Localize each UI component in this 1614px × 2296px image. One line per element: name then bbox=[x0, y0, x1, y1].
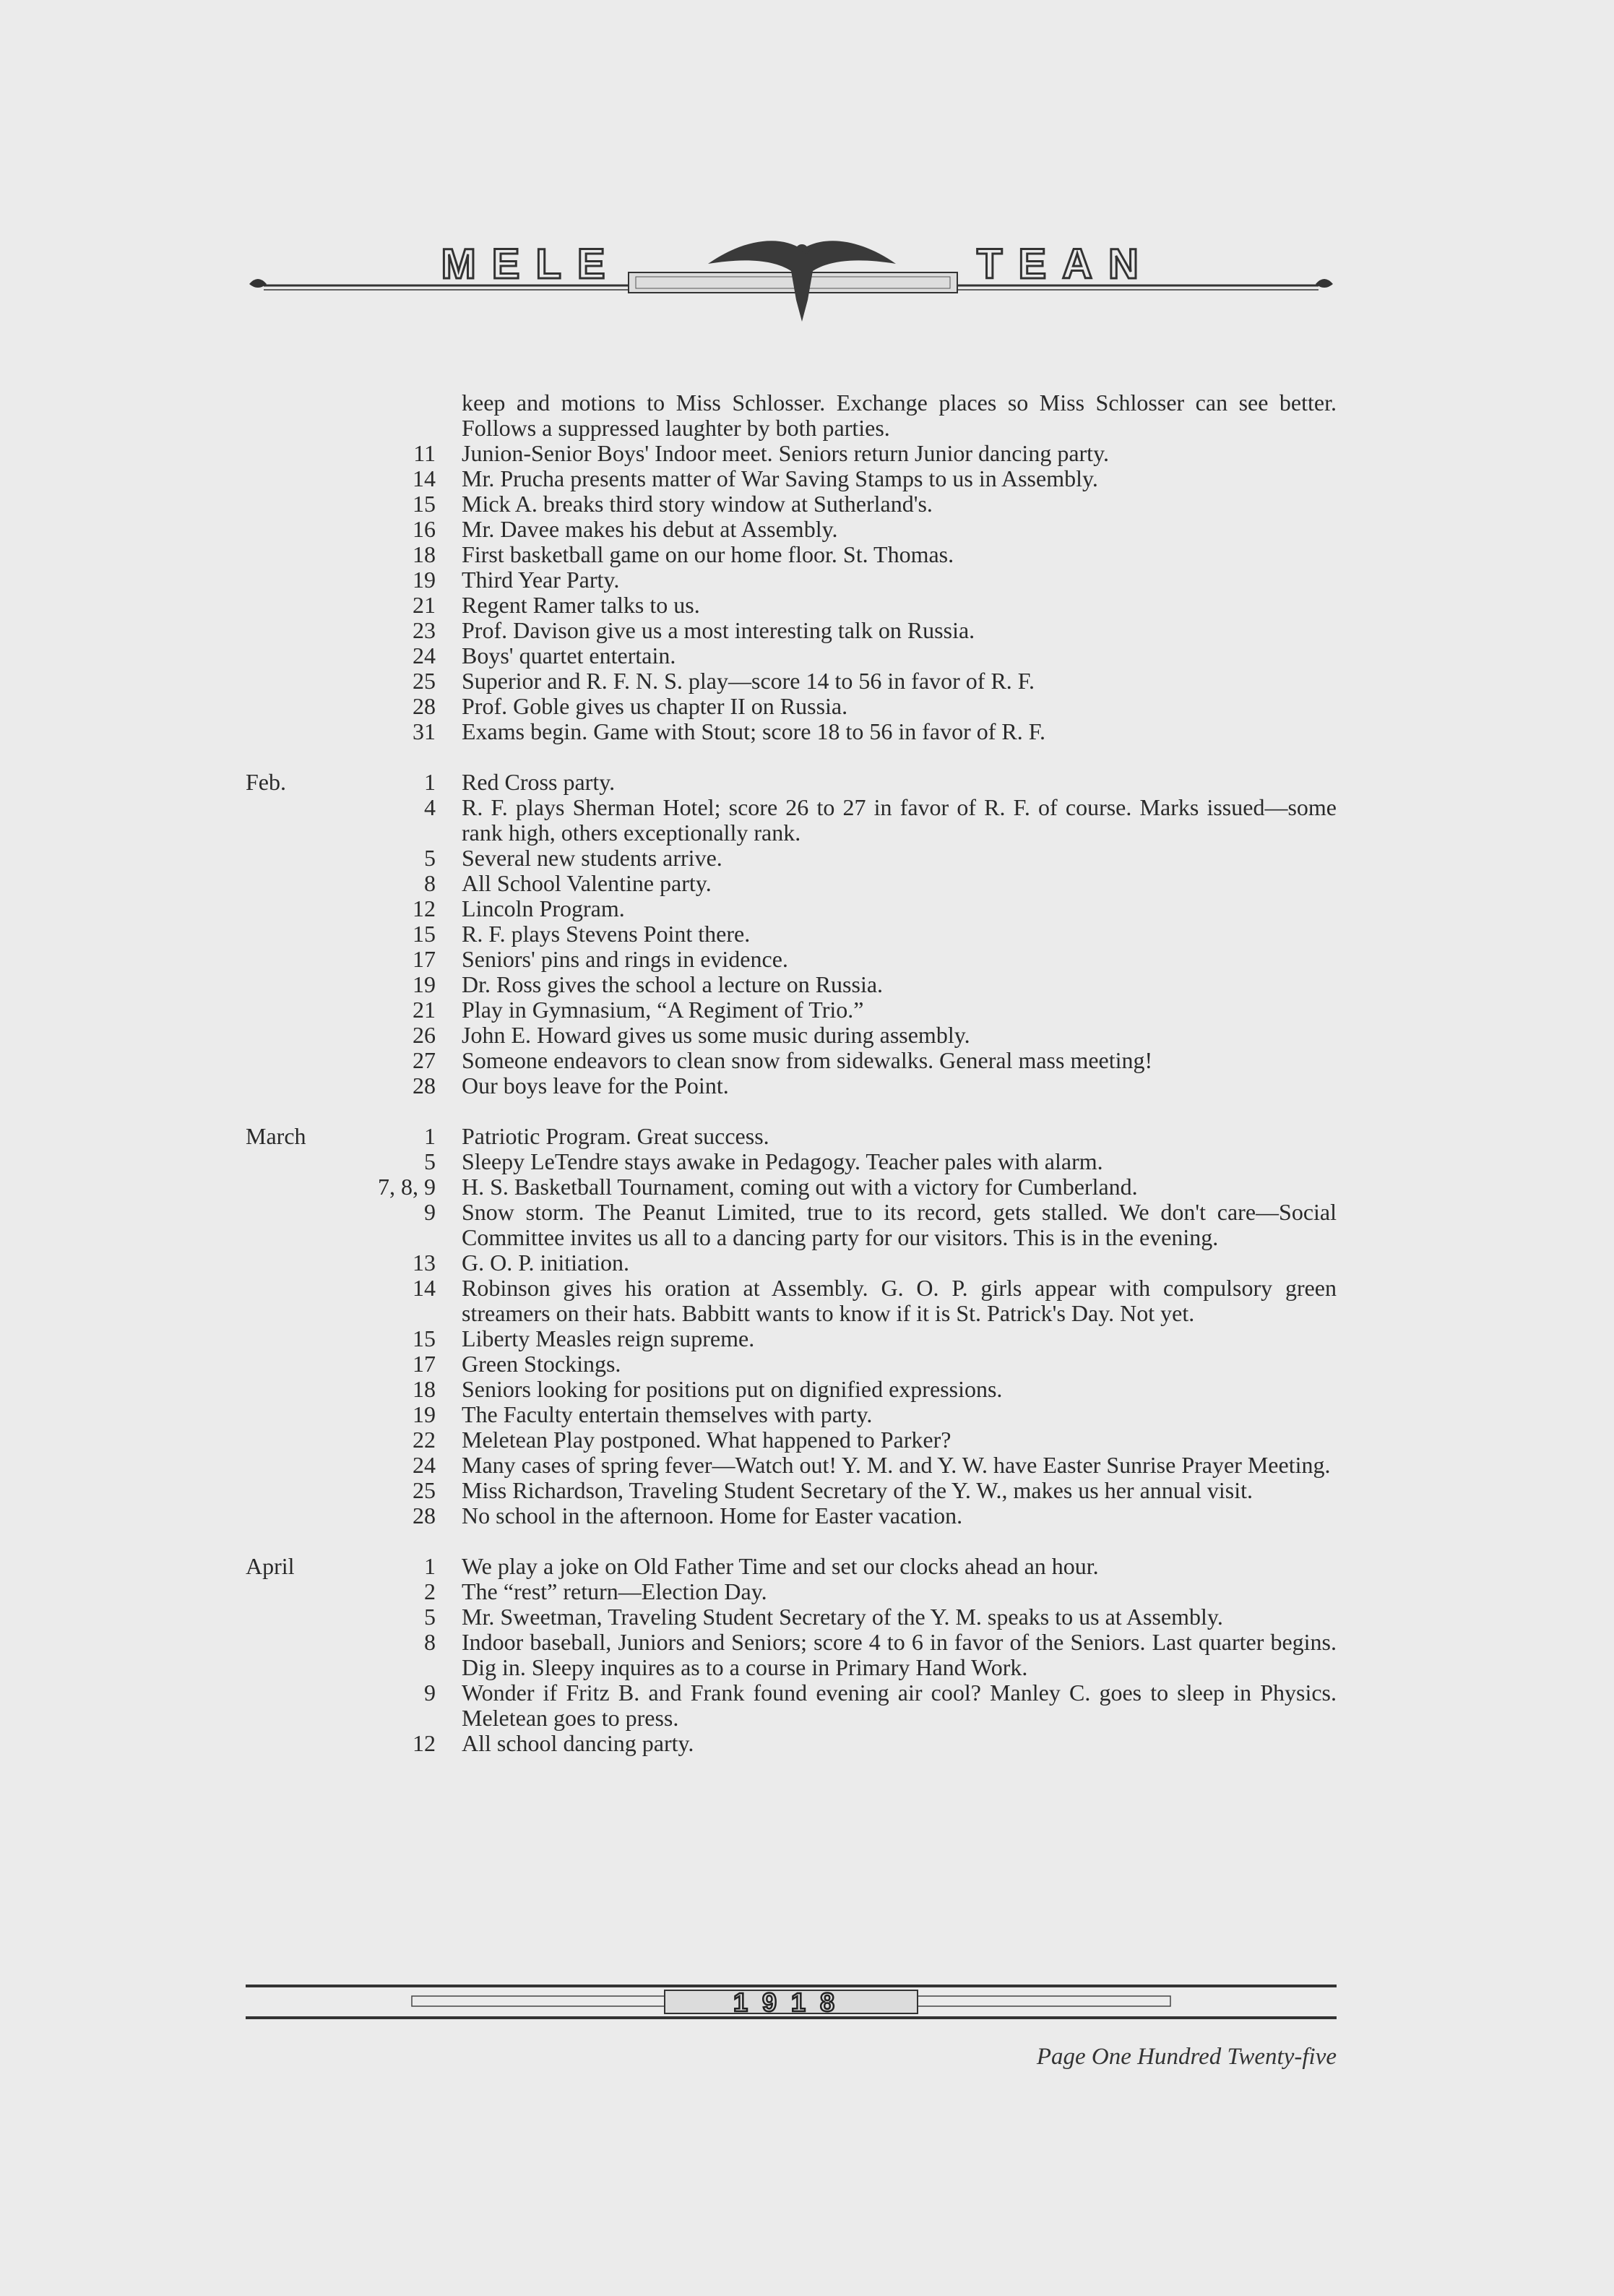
header-right-word: TEAN bbox=[977, 241, 1155, 288]
calendar-entry bbox=[246, 1427, 1337, 1453]
calendar-entry bbox=[246, 1554, 1337, 1579]
entry-day: 5 bbox=[424, 1148, 436, 1174]
entry-day: 5 bbox=[424, 845, 436, 871]
entry-text: Boys' quartet entertain. bbox=[462, 642, 676, 668]
entry-day: 18 bbox=[413, 1376, 436, 1402]
entry-day: 22 bbox=[413, 1427, 436, 1453]
calendar-entry bbox=[246, 1023, 1337, 1048]
page-number: Page One Hundred Twenty-five bbox=[1036, 2044, 1337, 2070]
entry-day: 28 bbox=[413, 1072, 436, 1098]
entry-day: 28 bbox=[413, 693, 436, 719]
entry-text: Third Year Party. bbox=[462, 567, 620, 593]
entry-day: 11 bbox=[413, 440, 436, 466]
entry-text: Superior and R. F. N. S. play—score 14 to 56 in favor of R. F. bbox=[462, 668, 1035, 694]
calendar-entry bbox=[246, 491, 1337, 517]
entry-day: 15 bbox=[413, 921, 436, 947]
entry-text: Our boys leave for the Point. bbox=[462, 1072, 729, 1098]
calendar-entry bbox=[246, 441, 1337, 466]
calendar-entry bbox=[246, 1073, 1337, 1098]
group-spacer bbox=[246, 744, 1337, 770]
entry-day: 27 bbox=[413, 1047, 436, 1073]
entry-text: Prof. Davison give us a most interesting talk on Russia. bbox=[462, 617, 975, 643]
entry-day: 14 bbox=[413, 1275, 436, 1301]
entry-text: Liberty Measles reign supreme. bbox=[462, 1325, 755, 1351]
calendar-entry bbox=[246, 921, 1337, 947]
header-left-word: MELE bbox=[441, 241, 621, 288]
entry-text: keep and motions to Miss Schlosser. Exchange places so Miss Schlosser can see better. Follows a suppressed laughter by both parties. bbox=[462, 390, 1337, 441]
entry-text: Mr. Prucha presents matter of War Saving Stamps to us in Assembly. bbox=[462, 465, 1098, 491]
entry-day: 12 bbox=[413, 1730, 436, 1756]
entry-day: 25 bbox=[413, 1477, 436, 1503]
entry-day: 15 bbox=[413, 1325, 436, 1351]
entry-day: 31 bbox=[413, 718, 436, 744]
entry-text: Robinson gives his oration at Assembly. G. O. P. girls appear with compulsory green streamers on their hats. Babbitt wants to know if it is St. Patrick's Day. Not yet. bbox=[462, 1275, 1337, 1326]
calendar-entry bbox=[246, 719, 1337, 744]
entry-day: 23 bbox=[413, 617, 436, 643]
calendar-entry bbox=[246, 1731, 1337, 1756]
calendar-entry bbox=[246, 1250, 1337, 1276]
entry-text: No school in the afternoon. Home for Easter vacation. bbox=[462, 1502, 963, 1528]
entry-text: Exams begin. Game with Stout; score 18 to 56 in favor of R. F. bbox=[462, 718, 1045, 744]
entry-text: Sleepy LeTendre stays awake in Pedagogy. Teacher pales with alarm. bbox=[462, 1148, 1103, 1174]
entry-text: Patriotic Program. Great success. bbox=[462, 1123, 769, 1149]
calendar-entry bbox=[246, 517, 1337, 542]
entry-day: 8 bbox=[424, 870, 436, 896]
entry-day: 1 bbox=[424, 1553, 436, 1579]
calendar-entry bbox=[246, 1503, 1337, 1528]
calendar-entry bbox=[246, 668, 1337, 694]
entry-day: 15 bbox=[413, 491, 436, 517]
entry-text: First basketball game on our home floor. St. Thomas. bbox=[462, 541, 954, 567]
entry-day: 24 bbox=[413, 1452, 436, 1478]
calendar-entry bbox=[246, 643, 1337, 668]
calendar-entry bbox=[246, 770, 1337, 795]
entry-text: All school dancing party. bbox=[462, 1730, 694, 1756]
calendar-entry bbox=[246, 1377, 1337, 1402]
entry-text: Several new students arrive. bbox=[462, 845, 722, 871]
entry-day: 13 bbox=[413, 1250, 436, 1276]
entry-day: 21 bbox=[413, 997, 436, 1023]
entry-text: Junion-Senior Boys' Indoor meet. Seniors return Junior dancing party. bbox=[462, 440, 1109, 466]
entry-day: 26 bbox=[413, 1022, 436, 1048]
calendar-entry bbox=[246, 896, 1337, 921]
calendar-entry bbox=[246, 593, 1337, 618]
calendar-entry bbox=[246, 1453, 1337, 1478]
entry-day: 14 bbox=[413, 465, 436, 491]
footer-year: 1918 bbox=[733, 1987, 850, 2017]
calendar-entry bbox=[246, 795, 1337, 846]
entry-text: R. F. plays Sherman Hotel; score 26 to 27 in favor of R. F. of course. Marks issued—some rank high, others exceptionally rank. bbox=[462, 794, 1337, 846]
calendar-entry bbox=[246, 1149, 1337, 1174]
entry-day: 28 bbox=[413, 1502, 436, 1528]
calendar-entry bbox=[246, 542, 1337, 567]
calendar-entry bbox=[246, 466, 1337, 491]
entry-text: H. S. Basketball Tournament, coming out with a victory for Cumberland. bbox=[462, 1174, 1138, 1200]
entry-day: 8 bbox=[424, 1629, 436, 1655]
entry-text: Mick A. breaks third story window at Sutherland's. bbox=[462, 491, 933, 517]
entry-text: Many cases of spring fever—Watch out! Y. M. and Y. W. have Easter Sunrise Prayer Meeting. bbox=[462, 1452, 1331, 1478]
calendar-entry bbox=[246, 846, 1337, 871]
entry-day: 17 bbox=[413, 946, 436, 972]
calendar-entry bbox=[246, 1680, 1337, 1731]
entry-month: Feb. bbox=[246, 769, 286, 795]
entry-day: 4 bbox=[424, 794, 436, 820]
entry-text: Meletean Play postponed. What happened to Parker? bbox=[462, 1427, 951, 1453]
entry-text: John E. Howard gives us some music during assembly. bbox=[462, 1022, 970, 1048]
footer-banner bbox=[246, 1980, 1337, 2024]
entry-day: 1 bbox=[424, 769, 436, 795]
entry-text: Snow storm. The Peanut Limited, true to its record, gets stalled. We don't care—Social Committee invites us all to a dancing party for our visitors. This is in the evening. bbox=[462, 1199, 1337, 1250]
entry-month: April bbox=[246, 1553, 295, 1579]
entry-text: Lincoln Program. bbox=[462, 895, 625, 921]
entry-day: 19 bbox=[413, 971, 436, 997]
entry-day: 19 bbox=[413, 567, 436, 593]
calendar-entry bbox=[246, 694, 1337, 719]
entry-day: 17 bbox=[413, 1351, 436, 1377]
entry-day: 16 bbox=[413, 516, 436, 542]
entry-day: 12 bbox=[413, 895, 436, 921]
entry-text: Dr. Ross gives the school a lecture on Russia. bbox=[462, 971, 884, 997]
calendar-entry bbox=[246, 390, 1337, 441]
entry-text: Miss Richardson, Traveling Student Secretary of the Y. W., makes us her annual visit. bbox=[462, 1477, 1253, 1503]
calendar-entry bbox=[246, 1604, 1337, 1630]
entry-text: All School Valentine party. bbox=[462, 870, 712, 896]
entry-text: The Faculty entertain themselves with party. bbox=[462, 1401, 873, 1427]
calendar-entry bbox=[246, 618, 1337, 643]
group-spacer bbox=[246, 1528, 1337, 1554]
entry-text: We play a joke on Old Father Time and set our clocks ahead an hour. bbox=[462, 1553, 1099, 1579]
calendar-entries bbox=[246, 390, 1337, 1756]
entry-day: 21 bbox=[413, 592, 436, 618]
calendar-entry bbox=[246, 1200, 1337, 1250]
calendar-entry bbox=[246, 997, 1337, 1023]
entry-text: G. O. P. initiation. bbox=[462, 1250, 630, 1276]
calendar-entry bbox=[246, 1276, 1337, 1326]
entry-text: Prof. Goble gives us chapter II on Russia. bbox=[462, 693, 848, 719]
entry-day: 18 bbox=[413, 541, 436, 567]
calendar-entry bbox=[246, 1174, 1337, 1200]
calendar-entry bbox=[246, 1630, 1337, 1680]
entry-text: Green Stockings. bbox=[462, 1351, 621, 1377]
entry-text: Play in Gymnasium, “A Regiment of Trio.” bbox=[462, 997, 864, 1023]
calendar-entry bbox=[246, 972, 1337, 997]
entry-day: 9 bbox=[424, 1199, 436, 1225]
entry-day: 1 bbox=[424, 1123, 436, 1149]
entry-day: 9 bbox=[424, 1680, 436, 1706]
calendar-entry bbox=[246, 1048, 1337, 1073]
entry-text: R. F. plays Stevens Point there. bbox=[462, 921, 751, 947]
entry-text: Someone endeavors to clean snow from sidewalks. General mass meeting! bbox=[462, 1047, 1153, 1073]
calendar-entry bbox=[246, 1351, 1337, 1377]
calendar-entry bbox=[246, 1579, 1337, 1604]
entry-text: Mr. Davee makes his debut at Assembly. bbox=[462, 516, 838, 542]
entry-text: Red Cross party. bbox=[462, 769, 616, 795]
entry-day: 25 bbox=[413, 668, 436, 694]
calendar-entry bbox=[246, 1478, 1337, 1503]
calendar-entry bbox=[246, 1124, 1337, 1149]
entry-day: 2 bbox=[424, 1578, 436, 1604]
entry-day: 24 bbox=[413, 642, 436, 668]
calendar-entry bbox=[246, 567, 1337, 593]
entry-day: 7, 8, 9 bbox=[378, 1174, 436, 1200]
group-spacer bbox=[246, 1098, 1337, 1124]
entry-text: Regent Ramer talks to us. bbox=[462, 592, 700, 618]
entry-text: The “rest” return—Election Day. bbox=[462, 1578, 767, 1604]
entry-month: March bbox=[246, 1123, 306, 1149]
calendar-entry bbox=[246, 947, 1337, 972]
entry-day: 19 bbox=[413, 1401, 436, 1427]
calendar-entry bbox=[246, 1326, 1337, 1351]
calendar-entry bbox=[246, 871, 1337, 896]
entry-day: 5 bbox=[424, 1604, 436, 1630]
header-banner bbox=[246, 235, 1337, 329]
calendar-entry bbox=[246, 1402, 1337, 1427]
entry-text: Seniors looking for positions put on dignified expressions. bbox=[462, 1376, 1003, 1402]
entry-text: Mr. Sweetman, Traveling Student Secretary of the Y. M. speaks to us at Assembly. bbox=[462, 1604, 1223, 1630]
entry-text: Wonder if Fritz B. and Frank found evening air cool? Manley C. goes to sleep in Physics. Meletean goes to press. bbox=[462, 1680, 1337, 1731]
entry-text: Seniors' pins and rings in evidence. bbox=[462, 946, 788, 972]
entry-text: Indoor baseball, Juniors and Seniors; score 4 to 6 in favor of the Seniors. Last quarter begins. Dig in. Sleepy inquires as to a course in Primary Hand Work. bbox=[462, 1629, 1337, 1680]
